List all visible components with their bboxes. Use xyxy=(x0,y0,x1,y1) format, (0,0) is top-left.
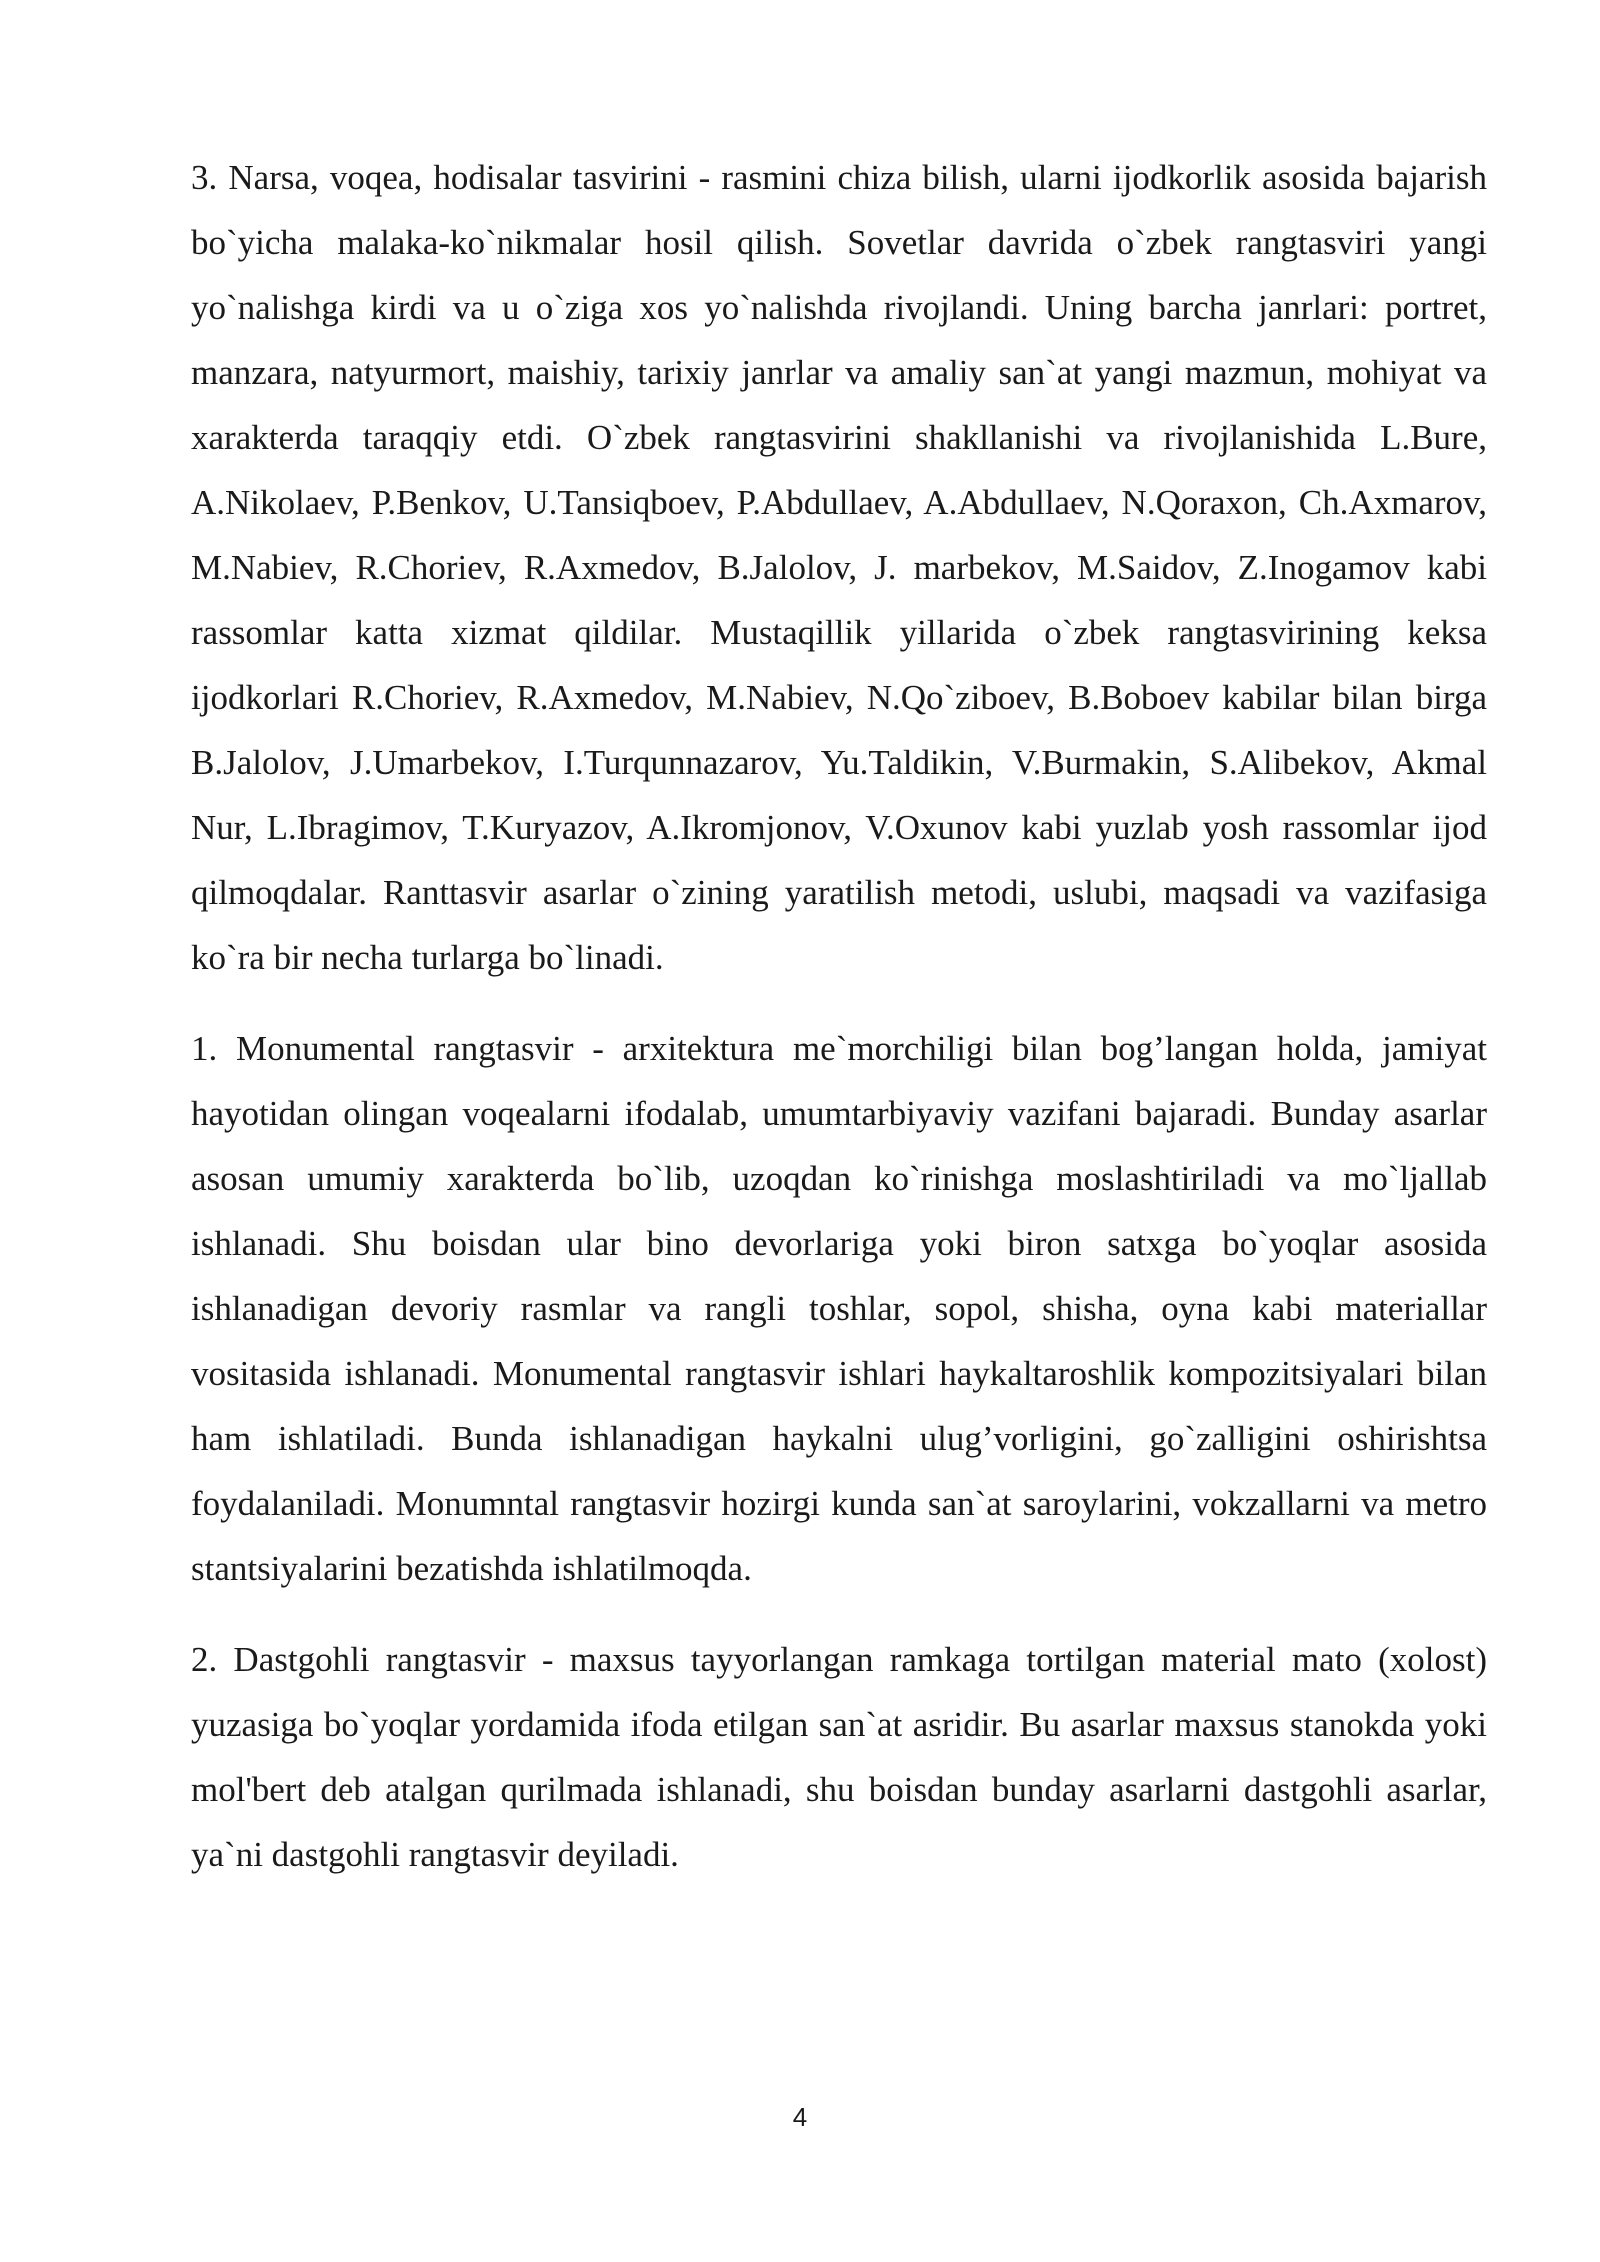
page-number: 4 xyxy=(792,2102,808,2132)
paragraph-monumental-painting: 1. Monumental rangtasvir - arxitektura me`morchiligi bilan bog’langan holda, jamiyat hayotidan olingan voqealarni ifodalab, umumtarbiyaviy vazifani bajaradi. Bunday asarlar asosan umumiy xarakterda bo`lib, uzoqdan ko`rinishga moslashtiriladi va mo`ljallab ishlanadi. Shu boisdan ular bino devorlariga yoki biron satxga bo`yoqlar asosida ishlanadigan devoriy rasmlar va rangli toshlar, sopol, shisha, oyna kabi materiallar vositasida ishlanadi. Monumental rangtasvir ishlari haykaltaroshlik kompozitsiyalari bilan ham ishlatiladi. Bunda ishlanadigan haykalni ulug’vorligini, go`zalligini oshirishtsa foydalaniladi. Monumntal rangtasvir hozirgi kunda san`at saroylarini, vokzallarni va metro stantsiyalarini bezatishda ishlatilmoqda. xyxy=(191,1029,1487,1588)
paragraph-easel-painting: 2. Dastgohli rangtasvir - maxsus tayyorlangan ramkaga tortilgan material mato (xolost) yuzasiga bo`yoqlar yordamida ifoda etilgan san`at asridir. Bu asarlar maxsus stanokda yoki mol'bert deb atalgan qurilmada ishlanadi, shu boisdan bunday asarlarni dastgohli asarlar, ya`ni dastgohli rangtasvir deyiladi. xyxy=(191,1640,1487,1874)
paragraph-fine-art-goals: 3. Narsa, voqea, hodisalar tasvirini - rasmini chiza bilish, ularni ijodkorlik asosida bajarish bo`yicha malaka-ko`nikmalar hosil qilish. Sovetlar davrida o`zbek rangtasviri yangi yo`nalishga kirdi va u o`ziga xos yo`nalishda rivojlandi. Uning barcha janrlari: portret, manzara, natyurmort, maishiy, tarixiy janrlar va amaliy san`at yangi mazmun, mohiyat va xarakterda taraqqiy etdi. O`zbek rangtasvirini shakllanishi va rivojlanishida L.Bure, A.Nikolaev, P.Benkov, U.Tansiqboev, P.Abdullaev, A.Abdullaev, N.Qoraxon, Ch.Axmarov, M.Nabiev, R.Choriev, R.Axmedov, B.Jalolov, J. marbekov, M.Saidov, Z.Inogamov kabi rassomlar katta xizmat qildilar. Mustaqillik yillarida o`zbek rangtasvirining keksa ijodkorlari R.Choriev, R.Axmedov, M.Nabiev, N.Qo`ziboev, B.Boboev kabilar bilan birga B.Jalolov, J.Umarbekov, I.Turqunnazarov, Yu.Taldikin, V.Burmakin, S.Alibekov, Akmal Nur, L.Ibragimov, T.Kuryazov, A.Ikromjonov, V.Oxunov kabi yuzlab yosh rassomlar ijod qilmoqdalar. Ranttasvir asarlar o`zining yaratilish metodi, uslubi, maqsadi va vazifasiga ko`ra bir necha turlarga bo`linadi. xyxy=(191,158,1487,977)
body-text xyxy=(191,145,1487,1913)
